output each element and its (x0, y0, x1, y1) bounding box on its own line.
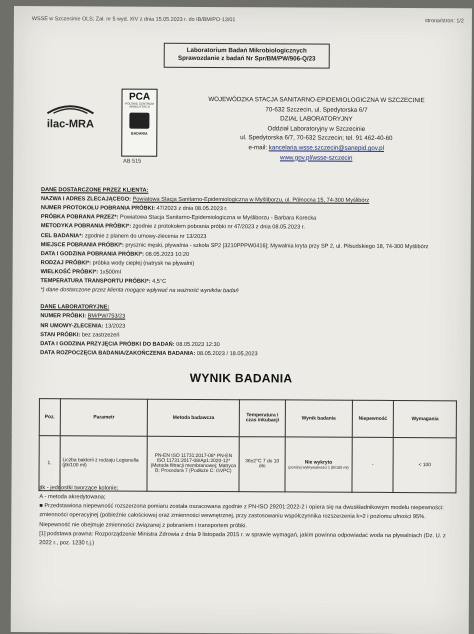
pca-subtitle-2: AKREDYTACJI (129, 104, 150, 110)
column-header: Metoda badawcza (148, 399, 240, 436)
column-header: Poz. (39, 399, 60, 436)
lab-title-box (164, 43, 330, 69)
sample-state-row: STAN PRÓBKI: bez zastrzeżeń (40, 331, 120, 339)
protocol-row: NUMER PROTOKOŁU POBRANIA PRÓBKI: 47/2023 z dnia 08.05.2023 r. (40, 205, 228, 213)
sample-number-row: NUMER PRÓBKI: BM/PW/753/23 (40, 313, 126, 321)
email-link[interactable]: kancelaria.wsse.szczecin@sanepid.gov.pl (268, 144, 385, 152)
document-header (32, 16, 464, 24)
cell-result (285, 437, 352, 492)
sample-type-row: RODZAJ PRÓBKI*: próbka wody ciepłej (natrysk na pływalni) (40, 260, 195, 267)
client-note: *) dane dostarczone przez klienta mogące wpływać na ważność wyników badań (40, 287, 239, 295)
cell-parameter: Liczba bakterii z rodzaju Legionella (jtk/100 ml) (60, 436, 148, 491)
result-title: WYNIK BADANIA (189, 370, 293, 386)
report-page (11, 6, 472, 634)
cell-method: PN-EN ISO 11731:2017-08* PN-EN ISO 11731:2017-08/Ap1:2020-12* (Metoda filtracji membranowej; Matryca B; Procedura 7 (Podłoże C: GVPC) (147, 436, 239, 491)
pca-accreditation-logo (121, 89, 157, 157)
cell-position: 1. (39, 436, 60, 491)
result-value: Nie wykryto (304, 460, 333, 466)
pca-badania-label: BADANIA (131, 131, 148, 136)
legend-line: Niepewność nie obejmuje zmienności związanej z pobraniem i transportem próbki. (39, 521, 248, 529)
result-detail: (poniżej wykrywalności 1 jtk/100 ml) (288, 464, 349, 470)
ilac-mra-logo (37, 101, 103, 133)
place-row: MIEJSCE POBRANIA PRÓBKI*: prysznic męski, pływalnia - szkoła SP2 [3210PPPW0416]; Mywalnia kryta przy SP 2, ul. Piłsudskiego 18, 74-300 Myślibórz (40, 241, 429, 250)
sampling-method-row: METODYKA POBRANIA PRÓBKI*: zgodnie z protokołem pobrania próbki nr 47/2023 z dnia 08.05.2023 r. (40, 223, 305, 231)
taken-by-row: PRÓBKA POBRANA PRZEZ*: Powiatowa Stacja Sanitarno-Epidemiologiczna w Myśliborzu - Barbara Korecka (40, 214, 317, 222)
pca-subtitle-1: POLSKIE CENTRUM (125, 101, 154, 106)
sampling-date-row: DATA I GODZINA POBRANIA PRÓBKI*: 08.05.2023 10:20 (40, 250, 190, 258)
website-link[interactable]: www.gov.pl/wsse-szczecin (279, 154, 353, 162)
column-header: Wynik badania (285, 400, 352, 437)
sample-data-section (40, 186, 455, 360)
legend-line: [1] podstawa prawna: Rozporządzenie Ministra Zdrowia z dnia 9 listopada 2015 r. w sprawie wymagań, jakim powinna odpowiadać woda na pływalniach (Dz. U. z 2022 r., poz. 1230 t.j.) (39, 530, 446, 547)
cell-uncertainty: - (352, 437, 394, 492)
email-label: e-mail: (248, 144, 269, 152)
contract-row: NR UMOWY-ZLECENIA: 13/2023 (40, 322, 126, 330)
legend-line: jtk - jednostki tworzące kolonie; (39, 485, 119, 492)
table-header-row (39, 399, 456, 438)
cell-requirements: < 100 (393, 437, 456, 492)
client-name-row: NAZWA I ADRES ZLECAJĄCEGO: Powiatowa Stacja Sanitarno-Epidemiologiczna w Myśliborzu, ul. Północna 15, 74-300 Myślibórz (40, 196, 370, 204)
receipt-date-row: DATA I GODZINA PRZYJĘCIA PRÓBKI DO BADAŃ: 08.05.2023 12:30 (40, 340, 220, 348)
legend-line: ■ Przedstawiona niepewność rozszerzona pomiaru została oszacowana zgodnie z PN-ISO 29201:2022-2 i opiera się na dwuskładnikowym modelu niepewności: zmienności operacyjnej (pobieżnie całościowej oraz zmienności wewnętrznej, przy zastosowaniu współczynnika rozszerzenia k=2 i poziomu ufności 95%. (39, 503, 444, 521)
institution-address: 70-632 Szczecin, ul. Spedytorska 6/7 (265, 105, 368, 114)
ilac-logo-text: ilac-MRA (46, 118, 94, 131)
results-table (38, 398, 456, 493)
pca-logo-text: PCA (128, 91, 151, 103)
column-header: Niepewność (352, 400, 394, 437)
institution-branch: Oddział Laboratoryjny w Szczecinie (267, 125, 366, 133)
column-header: Parametr (60, 399, 148, 436)
accreditation-number: AB 515 (123, 158, 142, 165)
institution-department: DZIAŁ LABORATORYJNY (280, 115, 353, 123)
page-counter: strona/stron: 1/2 (424, 18, 464, 25)
header-reference: WSSE w Szczecinie OLS; Zał. nr 5 wyd. XIV z dnia 15.05.2023 r. do IB/BM/PO-13/01 (31, 16, 236, 24)
legend-notes (39, 484, 453, 550)
report-number: Sprawozdanie z badań Nr Spr/BM/PW/906-Q/23 (177, 55, 316, 63)
purpose-row: CEL BADANIA*: zgodnie z planem do umowy-zlecenia nr 13/2023 (40, 232, 207, 240)
cell-incubation: 36±2°C 7 do 10 dni (239, 437, 285, 492)
transport-temp-row: TEMPERATURA TRANSPORTU PRÓBKI*: 4,5°C (40, 278, 167, 285)
column-header: Temperatura i czas inkubacji (239, 400, 285, 437)
test-dates-row: DATA ROZPOCZĘCIA BADANIA/ZAKOŃCZENIA BADANIA: 08.05.2023 / 18.05.2023 (40, 350, 258, 358)
client-section-title: DANE DOSTARCZONE PRZEZ KLIENTA: (41, 187, 149, 194)
column-header: Wymagania (394, 400, 457, 437)
lab-name: Laboratorium Badań Mikrobiologicznych (186, 46, 307, 55)
institution-name: WOJEWÓDZKA STACJA SANITARNO-EPIDEMIOLOGICZNA W SZCZECINIE (208, 96, 425, 105)
sample-size-row: WIELKOŚĆ PRÓBKI*: 1x500ml (40, 269, 121, 276)
institution-block (199, 95, 433, 163)
legend-line: A - metoda akredytowana; (39, 494, 106, 501)
pca-emblem-icon (129, 112, 149, 128)
institution-contact: ul. Spedytorska 6/7, 70-632 Szczecin; tel. 91 462-40-60 (240, 134, 393, 143)
lab-section-title: DANE LABORATORYJNE: (40, 304, 110, 311)
